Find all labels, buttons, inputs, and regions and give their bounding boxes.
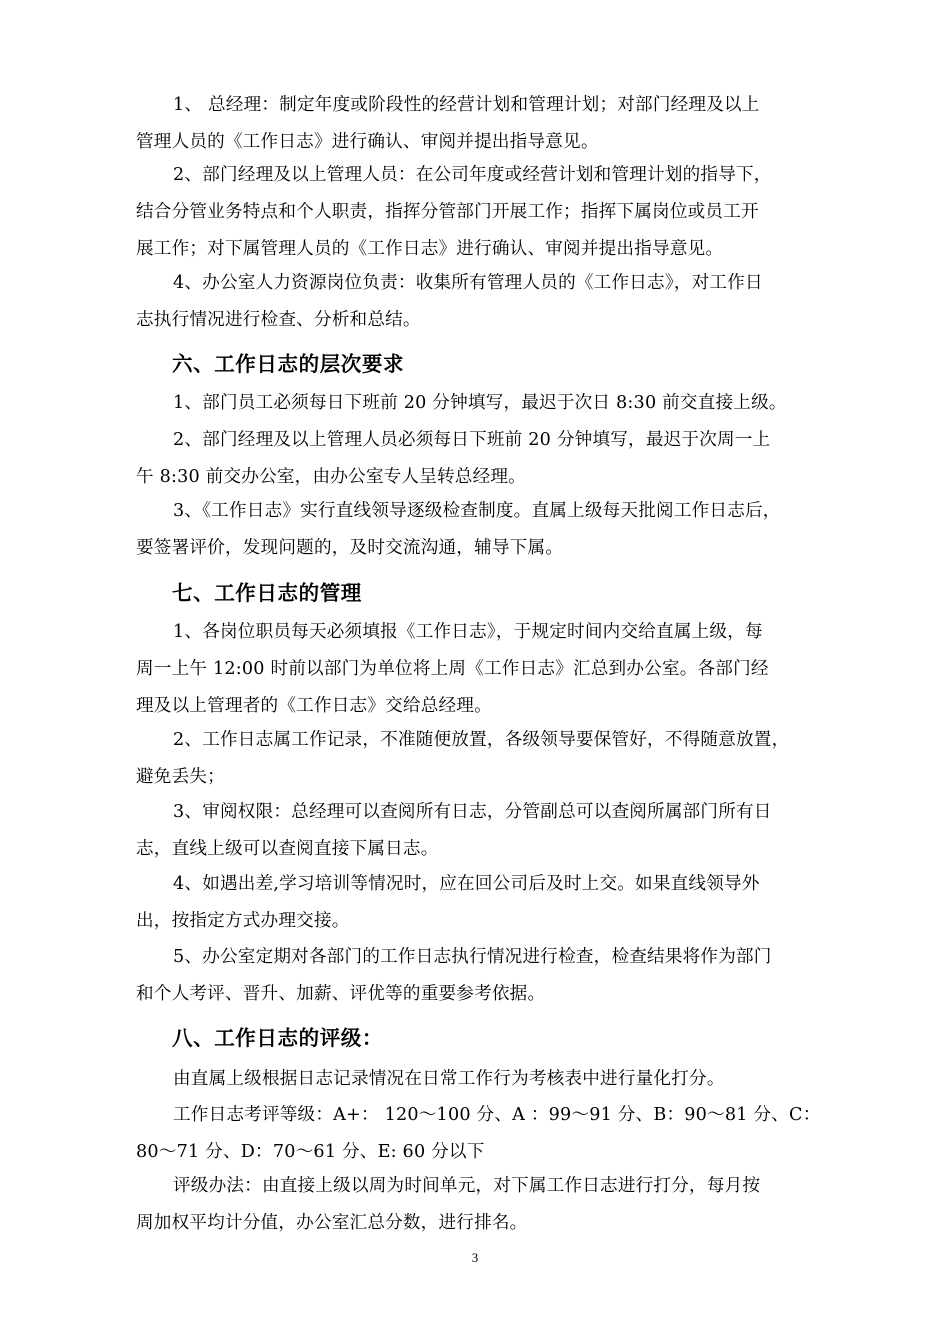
sec5-item-2 (136, 157, 820, 268)
paragraph-line: 4、办公室人力资源岗位负责：收集所有管理人员的《工作日志》，对工作日 (173, 273, 763, 293)
paragraph-line: 出，按指定方式办理交接。 (136, 911, 350, 931)
paragraph-line: 1、 总经理：制定年度或阶段性的经营计划和管理计划；对部门经理及以上 (173, 95, 760, 115)
sec8-item-3 (136, 1168, 820, 1242)
sec7-item-3 (136, 794, 820, 868)
paragraph-line: 1、部门员工必须每日下班前 20 分钟填写，最迟于次日 8:30 前交直接上级。 (173, 393, 787, 413)
sec5-item-1 (136, 87, 820, 161)
paragraph-line: 志执行情况进行检查、分析和总结。 (136, 310, 421, 330)
paragraph-line: 2、部门经理及以上管理人员：在公司年度或经营计划和管理计划的指导下， (173, 165, 772, 185)
paragraph-line: 管理人员的《工作日志》进行确认、审阅并提出指导意见。 (136, 132, 599, 152)
section-heading-8: 八、工作日志的评级： (172, 1026, 383, 1050)
paragraph-line: 要签署评价，发现问题的，及时交流沟通，辅导下属。 (136, 538, 564, 558)
sec7-item-5 (136, 939, 820, 1013)
sec6-item-1 (136, 385, 820, 422)
section-heading-6: 六、工作日志的层次要求 (172, 352, 405, 376)
paragraph-line: 结合分管业务特点和个人职责，指挥分管部门开展工作；指挥下属岗位或员工开 (136, 202, 759, 222)
sec7-item-1 (136, 614, 820, 725)
paragraph-line: 80～71 分、D：70～61 分、E: 60 分以下 (136, 1142, 485, 1162)
paragraph-line: 3、《工作日志》实行直线领导逐级检查制度。直属上级每天批阅工作日志后， (173, 501, 781, 521)
paragraph-line: 和个人考评、晋升、加薪、评优等的重要参考依据。 (136, 984, 546, 1004)
paragraph-line: 2、工作日志属工作记录，不准随便放置，各级领导要保管好，不得随意放置， (173, 730, 790, 750)
paragraph-line: 评级办法：由直接上级以周为时间单元，对下属工作日志进行打分，每月按 (173, 1176, 761, 1196)
paragraph-line: 展工作；对下属管理人员的《工作日志》进行确认、审阅并提出指导意见。 (136, 239, 724, 259)
paragraph-line: 1、各岗位职员每天必须填报《工作日志》，于规定时间内交给直属上级，每 (173, 622, 763, 642)
sec6-item-2 (136, 422, 820, 496)
paragraph-line: 由直属上级根据日志记录情况在日常工作行为考核表中进行量化打分。 (173, 1069, 725, 1089)
paragraph-line: 2、部门经理及以上管理人员必须每日下班前 20 分钟填写，最迟于次周一上 (173, 430, 771, 450)
page-number: 3 (471, 1250, 479, 1265)
paragraph-line: 工作日志考评等级：A+： 120～100 分、A ：99～91 分、B：90～81 分、C： (173, 1105, 821, 1125)
paragraph-line: 5、办公室定期对各部门的工作日志执行情况进行检查，检查结果将作为部门 (173, 947, 772, 967)
paragraph-line: 周一上午 12:00 时前以部门为单位将上周《工作日志》汇总到办公室。各部门经 (136, 659, 769, 679)
sec6-item-3 (136, 493, 820, 567)
sec8-item-1 (136, 1061, 820, 1098)
paragraph-line: 4、如遇出差,学习培训等情况时，应在回公司后及时上交。如果直线领导外 (173, 874, 760, 894)
paragraph-line: 周加权平均计分值，办公室汇总分数，进行排名。 (136, 1213, 528, 1233)
sec7-item-4 (136, 866, 820, 940)
paragraph-line: 避免丢失； (136, 767, 225, 787)
paragraph-line: 理及以上管理者的《工作日志》交给总经理。 (136, 696, 492, 716)
sec5-item-4 (136, 265, 820, 339)
sec7-item-2 (136, 722, 820, 796)
paragraph-line: 3、审阅权限：总经理可以查阅所有日志，分管副总可以查阅所属部门所有日 (173, 802, 772, 822)
paragraph-line: 午 8:30 前交办公室，由办公室专人呈转总经理。 (136, 467, 526, 487)
sec8-item-2 (136, 1097, 820, 1171)
paragraph-line: 志，直线上级可以查阅直接下属日志。 (136, 839, 439, 859)
section-heading-7: 七、工作日志的管理 (172, 581, 362, 605)
